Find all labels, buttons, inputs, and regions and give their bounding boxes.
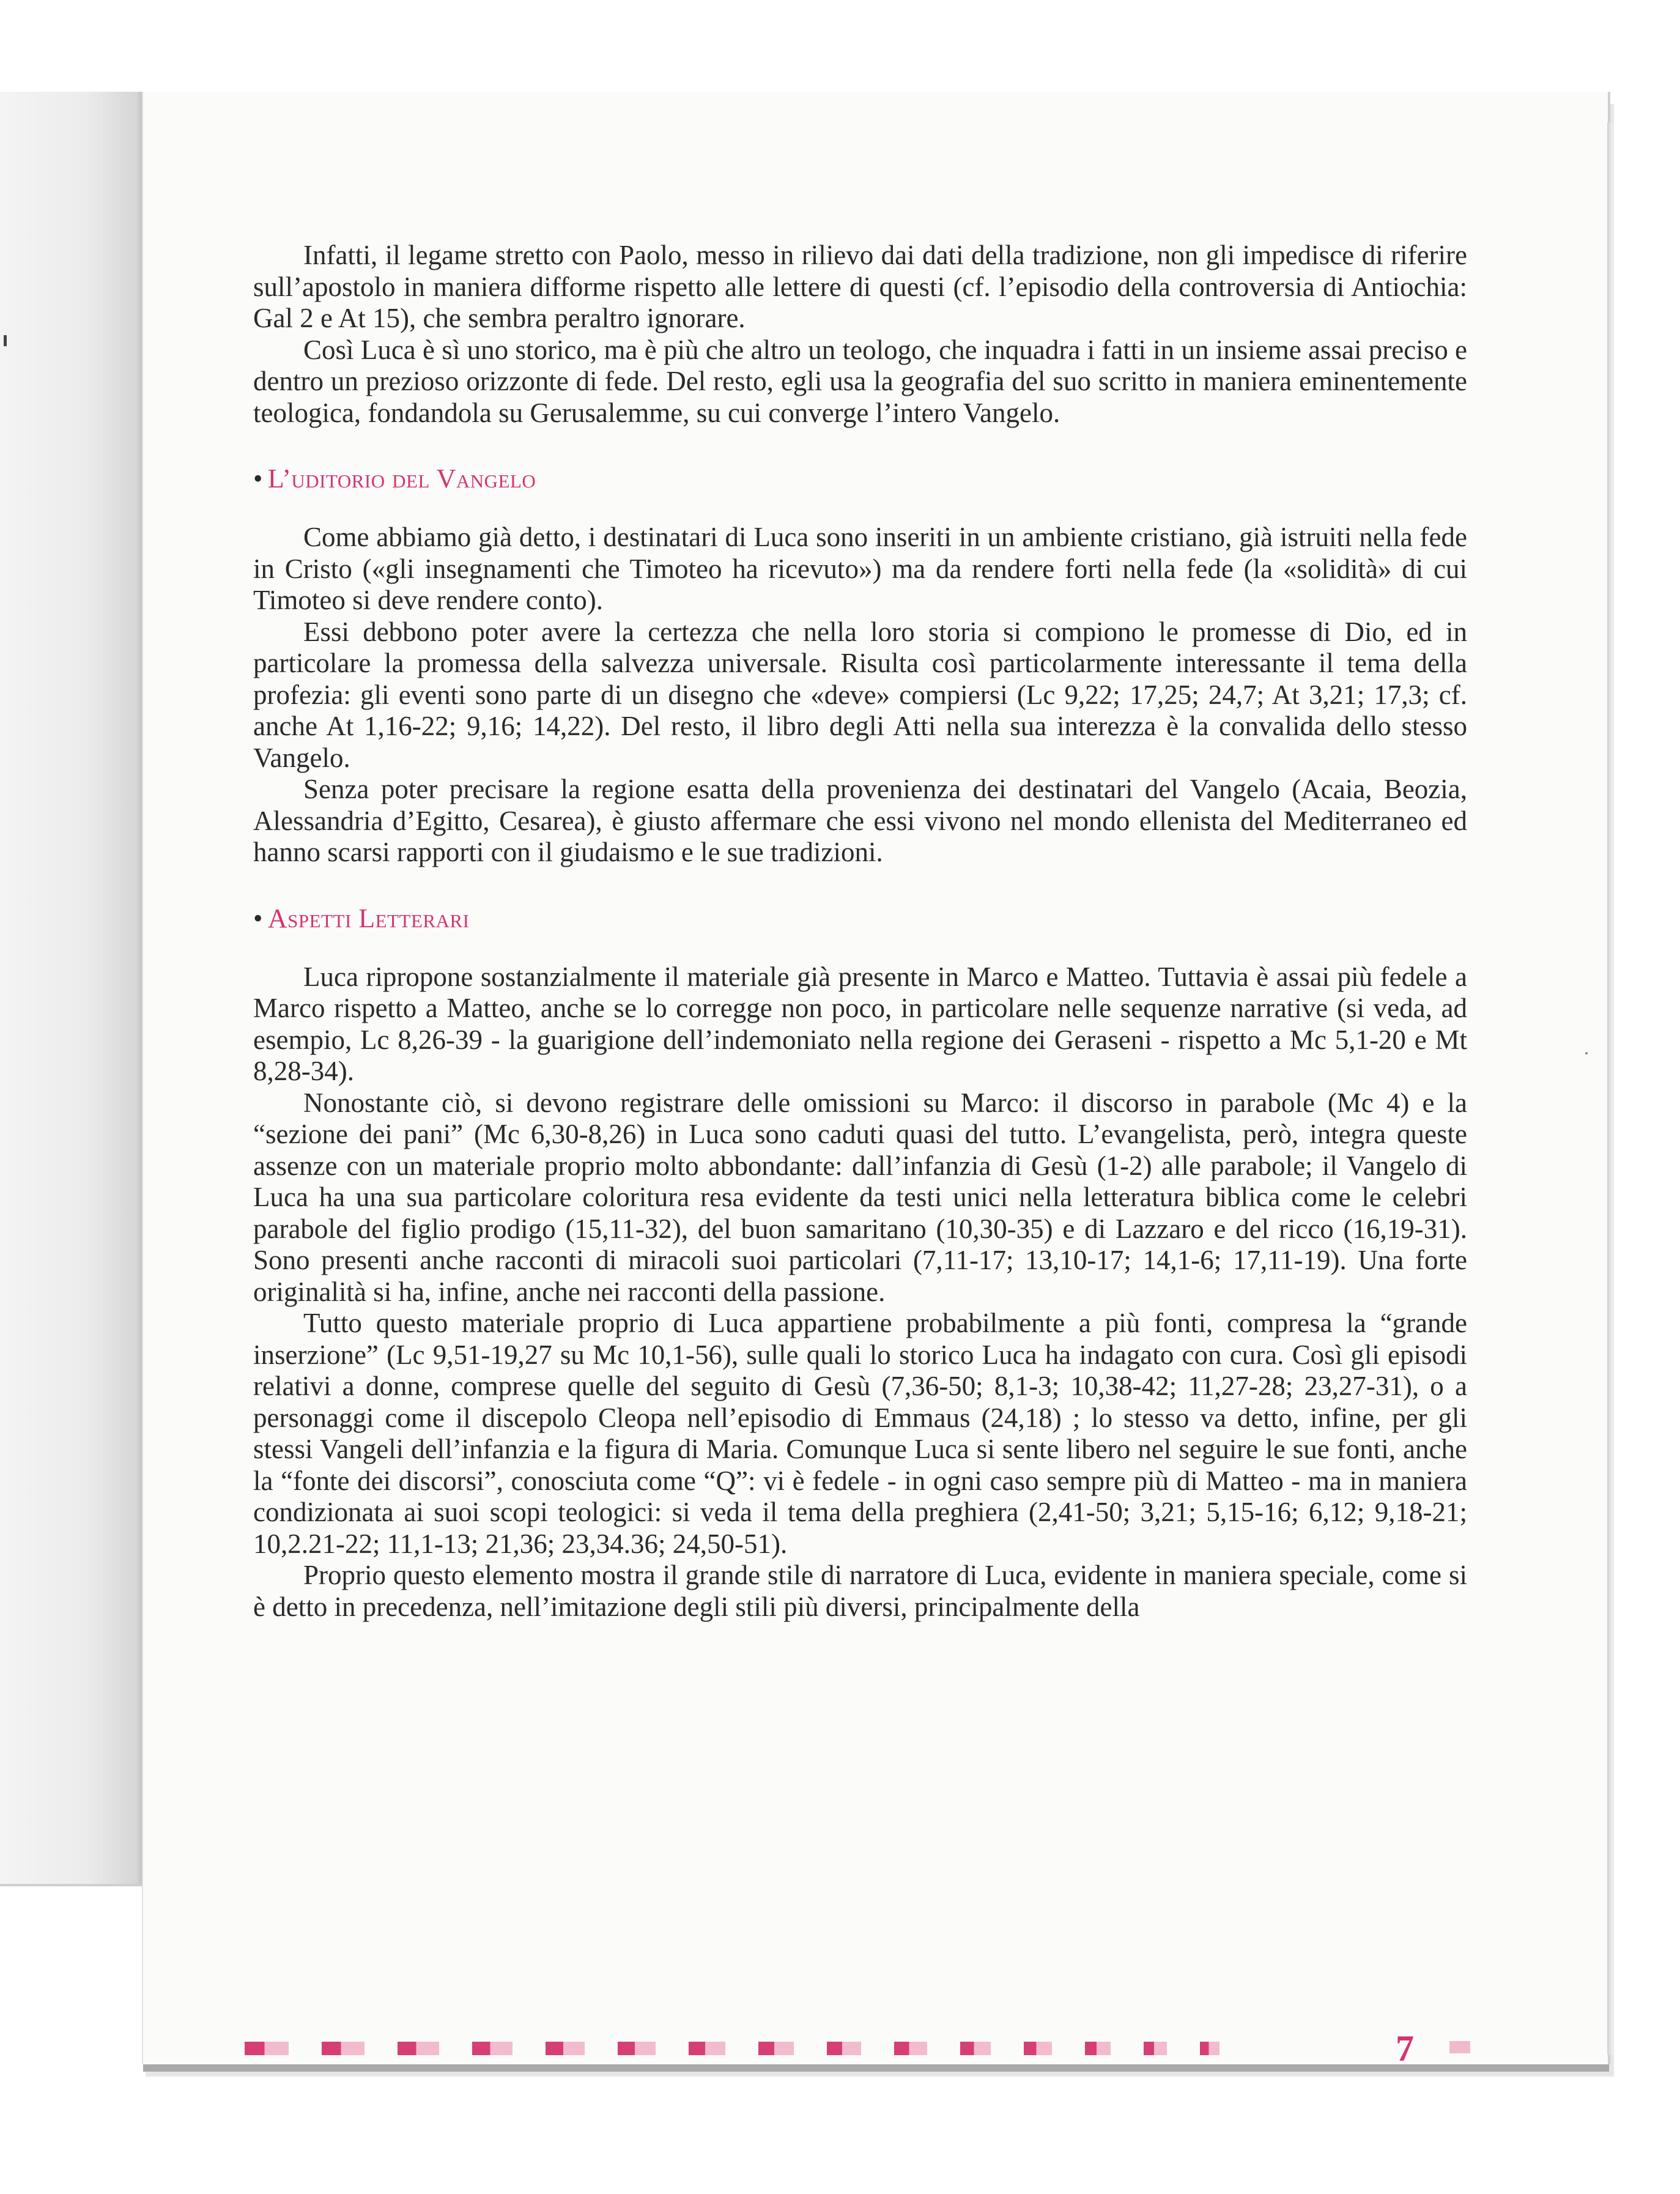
paragraph-7: Nonostante ciò, si devono registrare delle omissioni su Marco: il discorso in parabole (Mc 4) e la “sezione dei pani” (Mc 6,30-8,26) in Luca sono caduti quasi del tutto. L’evangelista, però, integra queste assenze con un materiale proprio molto abbondante: dall’infanzia di Gesù (1-2) alle parabole; il Vangelo di Luca ha una sua particolare coloritura resa evidente da testi unici nella letteratura biblica come le celebri parabole del figlio prodigo (15,11-32), del buon samaritano (10,30-35) e di Lazzaro e del ricco (16,19-31). Sono presenti anche racconti di miracoli suoi particolari (7,11-17; 13,10-17; 14,1-6; 17,11-19). Una forte originalità si ha, infine, anche nei racconti della passione. xyxy=(253,1087,1467,1307)
section-heading-uditorio xyxy=(253,463,1467,495)
footer-bar-segment xyxy=(1200,2042,1219,2055)
footer-end-mark xyxy=(1449,2041,1470,2053)
footer-bar-segment xyxy=(960,2042,991,2055)
footer-bar-segment xyxy=(618,2042,656,2055)
paragraph-3: Come abbiamo già detto, i destinatari di Luca sono inseriti in un ambiente cristiano, già istruiti nella fede in Cristo («gli insegnamenti che Timoteo ha ricevuto») ma da rendere forti nella fede (la «solidità» di cui Timoteo si deve rendere conto). xyxy=(253,522,1467,615)
footer-bar-segment xyxy=(398,2042,439,2055)
paragraph-8: Tutto questo materiale proprio di Luca appartiene probabilmente a più fonti, compresa la “grande inserzione” (Lc 9,51-19,27 su Mc 10,1-56), sulle quali lo storico Luca ha indagato con cura. Così gli episodi relativi a donne, comprese quelle del seguito di Gesù (7,36-50; 8,1-3; 10,38-42; 11,27-28; 23,27-31), o a personaggi come il discepolo Cleopa nell’episodio di Emmaus (24,18) ; lo stesso va detto, infine, per gli stessi Vangeli dell’infanzia e la figura di Maria. Comunque Luca si sente libero nel seguire le sue fonti, anche la “fonte dei discorsi”, conosciuta come “Q”: vi è fedele - in ogni caso sempre più di Matteo - ma in maniera condizionata ai suoi scopi teologici: si veda il tema della preghiera (2,41-50; 3,21; 5,15-16; 6,12; 9,18-21; 10,2.21-22; 11,1-13; 21,36; 23,34.36; 24,50-51). xyxy=(253,1308,1467,1559)
footer-decorative-bar xyxy=(245,2037,1345,2060)
footer-bar-segment xyxy=(1024,2042,1052,2055)
section-heading-label: L’uditorio del Vangelo xyxy=(267,464,536,494)
margin-mark xyxy=(4,335,7,346)
page-number: 7 xyxy=(1396,2028,1414,2069)
section-heading-aspetti xyxy=(253,903,1467,935)
footer-bar-segment xyxy=(1085,2042,1111,2055)
section-heading-label: Aspetti Letterari xyxy=(267,903,470,933)
footer-bar-segment xyxy=(546,2042,585,2055)
bullet-icon: • xyxy=(253,464,263,494)
paragraph-4: Essi debbono poter avere la certezza che nella loro storia si compiono le promesse di Dio, ed in particolare la promessa della salvezza universale. Risulta così particolarmente interessante il tema della profezia: gli eventi sono parte di un disegno che «deve» compiersi (Lc 9,22; 17,25; 24,7; At 3,21; 17,3; cf. anche At 1,16-22; 9,16; 14,22). Del resto, il libro degli Atti nella sua interezza è la convalida dello stesso Vangelo. xyxy=(253,616,1467,773)
footer-bar-segment xyxy=(689,2042,725,2055)
footer-bar-segment xyxy=(894,2042,927,2055)
footer-bar-segment xyxy=(758,2042,794,2055)
paragraph-6: Luca ripropone sostanzialmente il materiale già presente in Marco e Matteo. Tuttavia è assai più fedele a Marco rispetto a Matteo, anche se lo corregge non poco, in particolare nelle sequenze narrative (si veda, ad esempio, Lc 8,26-39 - la guarigione dell’indemoniato nella regione dei Geraseni - rispetto a Mc 5,1-20 e Mt 8,28-34). xyxy=(253,961,1467,1086)
footer-bar-segment xyxy=(1144,2042,1167,2055)
footer-bar-segment xyxy=(245,2042,289,2055)
paragraph-9: Proprio questo elemento mostra il grande stile di narratore di Luca, evidente in maniera speciale, come si è detto in precedenza, nell’imitazione degli stili più diversi, principalmente della xyxy=(253,1560,1467,1622)
margin-dot xyxy=(1585,1052,1588,1054)
footer-bar-segment xyxy=(322,2042,364,2055)
footer-bar-segment xyxy=(827,2042,861,2055)
previous-page-edge xyxy=(0,92,144,1886)
paragraph-1: Infatti, il legame stretto con Paolo, messo in rilievo dai dati della tradizione, non gli impedisce di riferire sull’apostolo in maniera difforme rispetto alle lettere di questi (cf. l’episodio della controversia di Antiochia: Gal 2 e At 15), che sembra peraltro ignorare. xyxy=(253,240,1467,333)
page-text xyxy=(253,240,1467,1623)
bullet-icon: • xyxy=(253,903,263,933)
page-stack-edge xyxy=(1607,122,1613,2055)
footer-bar-segment xyxy=(472,2042,513,2055)
paragraph-5: Senza poter precisare la regione esatta della provenienza dei destinatari del Vangelo (Acaia, Beozia, Alessandria d’Egitto, Cesarea), è giusto affermare che essi vivono nel mondo ellenista del Mediterraneo ed hanno scarsi rapporti con il giudaismo e le sue tradizioni. xyxy=(253,774,1467,867)
paragraph-2: Così Luca è sì uno storico, ma è più che altro un teologo, che inquadra i fatti in un insieme assai preciso e dentro un prezioso orizzonte di fede. Del resto, egli usa la geografia del suo scritto in maniera eminentemente teologica, fondandola su Gerusalemme, su cui converge l’intero Vangelo. xyxy=(253,334,1467,428)
